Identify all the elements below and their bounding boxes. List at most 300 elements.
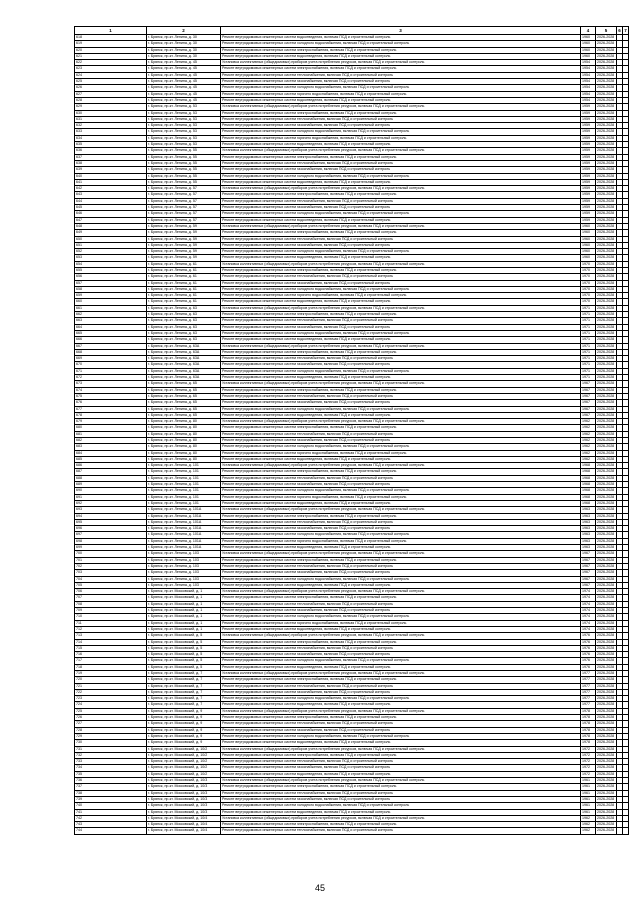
address-cell: г. Брянск, пр-кт. Ленина, д. 45	[147, 60, 221, 66]
work-type-cell: Ремонт внутридомовых инженерных систем водоотведения, включая ПСД и строительный контроль	[221, 545, 581, 551]
address-cell: г. Брянск, пр-кт. Ленина, д. 101	[147, 469, 221, 475]
build-year-cell: 1959	[581, 192, 596, 198]
work-type-cell: Ремонт внутридомовых инженерных систем теплоснабжения, включая ПСД и строительный контроль	[221, 160, 581, 166]
work-type-cell: Ремонт внутридомовых инженерных систем газоснабжения, включая ПСД и строительный контроль	[221, 123, 581, 129]
address-cell: г. Брянск, пр-кт. Московский, д. 10/3	[147, 796, 221, 802]
address-cell: г. Брянск, пр-кт. Московский, д. 1	[147, 614, 221, 620]
period-cell: 2026-2028	[596, 645, 617, 651]
row-number-cell: 684	[75, 450, 147, 456]
work-type-cell: Ремонт внутридомовых инженерных систем холодного водоснабжения, включая ПСД и строительный контроль	[221, 211, 581, 217]
build-year-cell: 1971	[581, 362, 596, 368]
row-number-cell: 739	[75, 796, 147, 802]
address-cell: г. Брянск, пр-кт. Ленина, д. 61	[147, 286, 221, 292]
row-number-cell: 620	[75, 47, 147, 53]
period-cell: 2026-2028	[596, 356, 617, 362]
period-cell: 2026-2028	[596, 425, 617, 431]
period-cell: 2026-2028	[596, 652, 617, 658]
row-number-cell: 725	[75, 708, 147, 714]
work-type-cell: Ремонт внутридомовых инженерных систем холодного водоснабжения, включая ПСД и строительный контроль	[221, 614, 581, 620]
address-cell: г. Брянск, пр-кт. Ленина, д. 63	[147, 305, 221, 311]
period-cell: 2026-2028	[596, 463, 617, 469]
address-cell: г. Брянск, пр-кт. Московский, д. 10/2	[147, 771, 221, 777]
work-type-cell: Ремонт внутридомовых инженерных систем газоснабжения, включая ПСД и строительный контроль	[221, 280, 581, 286]
address-cell: г. Брянск, пр-кт. Ленина, д. 59	[147, 236, 221, 242]
period-cell: 2026-2028	[596, 85, 617, 91]
build-year-cell: 1967	[581, 576, 596, 582]
build-year-cell: 1963	[581, 513, 596, 519]
work-type-cell: Ремонт внутридомовых инженерных систем водоотведения, включая ПСД и строительный контроль	[221, 35, 581, 41]
period-cell: 2026-2028	[596, 412, 617, 418]
period-cell: 2026-2028	[596, 400, 617, 406]
address-cell: г. Брянск, пр-кт. Московский, д. 7	[147, 677, 221, 683]
address-cell: г. Брянск, пр-кт. Ленина, д. 80	[147, 450, 221, 456]
row-number-cell: 734	[75, 765, 147, 771]
address-cell: г. Брянск, пр-кт. Ленина, д. 59	[147, 255, 221, 261]
period-cell: 2026-2028	[596, 324, 617, 330]
period-cell: 2026-2028	[596, 230, 617, 236]
period-cell: 2026-2028	[596, 532, 617, 538]
build-year-cell: 1971	[581, 375, 596, 381]
page-number: 45	[314, 883, 325, 893]
address-cell: г. Брянск, пр-кт. Ленина, д. 103	[147, 551, 221, 557]
row-number-cell: 633	[75, 129, 147, 135]
build-year-cell: 1954	[581, 79, 596, 85]
work-type-cell: Ремонт внутридомовых инженерных систем теплоснабжения, включая ПСД и строительный контроль	[221, 721, 581, 727]
address-cell: г. Брянск, пр-кт. Ленина, д. 53	[147, 110, 221, 116]
build-year-cell: 1967	[581, 570, 596, 576]
period-cell: 2026-2028	[596, 576, 617, 582]
work-type-cell: Ремонт внутридомовых инженерных систем водоотведения, включая ПСД и строительный контроль	[221, 142, 581, 148]
row-number-cell: 714	[75, 639, 147, 645]
build-year-cell: 1967	[581, 557, 596, 563]
column-7-cell	[623, 828, 629, 834]
period-cell: 2026-2028	[596, 41, 617, 47]
row-number-cell: 681	[75, 431, 147, 437]
address-cell: г. Брянск, пр-кт. Московский, д. 5	[147, 658, 221, 664]
work-type-cell: Ремонт внутридомовых инженерных систем водоотведения, включая ПСД и строительный контроль	[221, 740, 581, 746]
work-type-cell: Ремонт внутридомовых инженерных систем теплоснабжения, включая ПСД и строительный контроль	[221, 116, 581, 122]
work-type-cell: Ремонт внутридомовых инженерных систем газоснабжения, включая ПСД и строительный контроль	[221, 652, 581, 658]
address-cell: г. Брянск, пр-кт. Ленина, д. 80	[147, 456, 221, 462]
work-type-cell: Ремонт внутридомовых инженерных систем холодного водоснабжения, включая ПСД и строительный контроль	[221, 286, 581, 292]
work-type-cell: Ремонт внутридомовых инженерных систем теплоснабжения, включая ПСД и строительный контроль	[221, 601, 581, 607]
build-year-cell: 1977	[581, 670, 596, 676]
build-year-cell: 1954	[581, 72, 596, 78]
period-cell: 2026-2028	[596, 658, 617, 664]
work-type-cell: Ремонт внутридомовых инженерных систем электроснабжения, включая ПСД и строительный контроль	[221, 513, 581, 519]
period-cell: 2026-2028	[596, 53, 617, 59]
address-cell: г. Брянск, пр-кт. Московский, д. 9	[147, 708, 221, 714]
work-type-cell: Ремонт внутридомовых инженерных систем горячего водоснабжения, включая ПСД и строительный контроль	[221, 135, 581, 141]
period-cell: 2026-2028	[596, 513, 617, 519]
address-cell: г. Брянск, пр-кт. Ленина, д. 57	[147, 205, 221, 211]
address-cell: г. Брянск, пр-кт. Ленина, д. 45	[147, 97, 221, 103]
period-cell: 2026-2028	[596, 419, 617, 425]
build-year-cell: 1976	[581, 645, 596, 651]
work-type-cell: Ремонт внутридомовых инженерных систем холодного водоснабжения, включая ПСД и строительный контроль	[221, 129, 581, 135]
row-number-cell: 675	[75, 393, 147, 399]
row-number-cell: 693	[75, 507, 147, 513]
row-number-cell: 634	[75, 135, 147, 141]
row-number-cell: 647	[75, 217, 147, 223]
work-type-cell: Ремонт внутридомовых инженерных систем водоотведения, включая ПСД и строительный контроль	[221, 412, 581, 418]
period-cell: 2026-2028	[596, 173, 617, 179]
address-cell: г. Брянск, пр-кт. Ленина, д. 80	[147, 419, 221, 425]
row-number-cell: 670	[75, 362, 147, 368]
work-type-cell: Ремонт внутридомовых инженерных систем холодного водоснабжения, включая ПСД и строительный контроль	[221, 444, 581, 450]
address-cell: г. Брянск, пр-кт. Московский, д. 7	[147, 702, 221, 708]
period-cell: 2026-2028	[596, 337, 617, 343]
work-type-cell: Ремонт внутридомовых инженерных систем электроснабжения, включая ПСД и строительный контроль	[221, 557, 581, 563]
work-type-cell: Установка коллективных (общедомовых) приборов учета потребления ресурсов, включая ПСД и строительный контроль	[221, 778, 581, 784]
build-year-cell: 1963	[581, 519, 596, 525]
work-type-cell: Ремонт внутридомовых инженерных систем электроснабжения, включая ПСД и строительный контроль	[221, 784, 581, 790]
work-type-cell: Установка коллективных (общедомовых) приборов учета потребления ресурсов, включая ПСД и строительный контроль	[221, 186, 581, 192]
work-type-cell: Ремонт внутридомовых инженерных систем теплоснабжения, включая ПСД и строительный контроль	[221, 683, 581, 689]
period-cell: 2026-2028	[596, 148, 617, 154]
work-type-cell: Ремонт внутридомовых инженерных систем электроснабжения, включая ПСД и строительный контроль	[221, 154, 581, 160]
row-number-cell: 692	[75, 500, 147, 506]
work-type-cell: Установка коллективных (общедомовых) приборов учета потребления ресурсов, включая ПСД и строительный контроль	[221, 633, 581, 639]
period-cell: 2026-2028	[596, 601, 617, 607]
build-year-cell: 1976	[581, 633, 596, 639]
row-number-cell: 696	[75, 526, 147, 532]
work-type-cell: Ремонт внутридомовых инженерных систем газоснабжения, включая ПСД и строительный контроль	[221, 570, 581, 576]
build-year-cell: 1971	[581, 356, 596, 362]
build-year-cell: 1959	[581, 135, 596, 141]
period-cell: 2026-2028	[596, 733, 617, 739]
work-type-cell: Ремонт внутридомовых инженерных систем холодного водоснабжения, включая ПСД и строительный контроль	[221, 576, 581, 582]
row-number-cell: 721	[75, 683, 147, 689]
period-cell: 2026-2028	[596, 677, 617, 683]
period-cell: 2026-2028	[596, 740, 617, 746]
build-year-cell: 1954	[581, 60, 596, 66]
row-number-cell: 737	[75, 784, 147, 790]
row-number-cell: 668	[75, 349, 147, 355]
work-type-cell: Установка коллективных (общедомовых) приборов учета потребления ресурсов, включая ПСД и строительный контроль	[221, 381, 581, 387]
work-type-cell: Ремонт внутридомовых инженерных систем электроснабжения, включая ПСД и строительный контроль	[221, 230, 581, 236]
address-cell: г. Брянск, пр-кт. Московский, д. 5	[147, 664, 221, 670]
row-number-cell: 720	[75, 677, 147, 683]
work-type-cell: Ремонт внутридомовых инженерных систем холодного водоснабжения, включая ПСД и строительный контроль	[221, 696, 581, 702]
column-header: 5	[596, 27, 617, 35]
work-type-cell: Ремонт внутридомовых инженерных систем газоснабжения, включая ПСД и строительный контроль	[221, 167, 581, 173]
build-year-cell: 1968	[581, 488, 596, 494]
work-type-cell: Ремонт внутридомовых инженерных систем водоотведения, включая ПСД и строительный контроль	[221, 255, 581, 261]
period-cell: 2026-2028	[596, 727, 617, 733]
build-year-cell: 1962	[581, 815, 596, 821]
work-type-cell: Ремонт внутридомовых инженерных систем холодного водоснабжения, включая ПСД и строительный контроль	[221, 173, 581, 179]
build-year-cell: 1977	[581, 677, 596, 683]
row-number-cell: 645	[75, 205, 147, 211]
row-number-cell: 653	[75, 255, 147, 261]
row-number-cell: 671	[75, 368, 147, 374]
address-cell: г. Брянск, пр-кт. Ленина, д. 101А	[147, 519, 221, 525]
address-cell: г. Брянск, пр-кт. Ленина, д. 57	[147, 217, 221, 223]
build-year-cell: 1967	[581, 381, 596, 387]
build-year-cell: 1970	[581, 280, 596, 286]
address-cell: г. Брянск, пр-кт. Московский, д. 7	[147, 670, 221, 676]
address-cell: г. Брянск, пр-кт. Ленина, д. 53	[147, 104, 221, 110]
build-year-cell: 1959	[581, 104, 596, 110]
work-type-cell: Ремонт внутридомовых инженерных систем холодного водоснабжения, включая ПСД и строительный контроль	[221, 368, 581, 374]
build-year-cell: 1972	[581, 759, 596, 765]
build-year-cell: 1967	[581, 400, 596, 406]
row-number-cell: 619	[75, 41, 147, 47]
table-header-row	[75, 27, 629, 35]
build-year-cell: 1978	[581, 740, 596, 746]
period-cell: 2026-2028	[596, 595, 617, 601]
address-cell: г. Брянск, пр-кт. Московский, д. 5	[147, 652, 221, 658]
address-cell: г. Брянск, пр-кт. Московский, д. 5	[147, 645, 221, 651]
build-year-cell: 1959	[581, 211, 596, 217]
row-number-cell: 709	[75, 608, 147, 614]
address-cell: г. Брянск, пр-кт. Ленина, д. 65	[147, 381, 221, 387]
period-cell: 2026-2028	[596, 507, 617, 513]
column-header: 4	[581, 27, 596, 35]
build-year-cell: 1961	[581, 784, 596, 790]
build-year-cell: 1978	[581, 727, 596, 733]
work-type-cell: Установка коллективных (общедомовых) приборов учета потребления ресурсов, включая ПСД и строительный контроль	[221, 589, 581, 595]
row-number-cell: 716	[75, 652, 147, 658]
address-cell: г. Брянск, пр-кт. Ленина, д. 57	[147, 198, 221, 204]
build-year-cell: 1954	[581, 91, 596, 97]
address-cell: г. Брянск, пр-кт. Ленина, д. 53	[147, 142, 221, 148]
work-type-cell: Ремонт внутридомовых инженерных систем газоснабжения, включая ПСД и строительный контроль	[221, 400, 581, 406]
work-type-cell: Ремонт внутридомовых инженерных систем теплоснабжения, включая ПСД и строительный контроль	[221, 274, 581, 280]
build-year-cell: 1960	[581, 230, 596, 236]
build-year-cell: 1976	[581, 652, 596, 658]
row-number-cell: 701	[75, 557, 147, 563]
period-cell: 2026-2028	[596, 318, 617, 324]
work-type-cell: Ремонт внутридомовых инженерных систем теплоснабжения, включая ПСД и строительный контроль	[221, 759, 581, 765]
address-cell: г. Брянск, пр-кт. Московский, д. 9	[147, 727, 221, 733]
address-cell: г. Брянск, пр-кт. Ленина, д. 59	[147, 242, 221, 248]
row-number-cell: 723	[75, 696, 147, 702]
row-number-cell: 649	[75, 230, 147, 236]
row-number-cell: 740	[75, 803, 147, 809]
row-number-cell: 713	[75, 633, 147, 639]
period-cell: 2026-2028	[596, 267, 617, 273]
period-cell: 2026-2028	[596, 557, 617, 563]
row-number-cell: 646	[75, 211, 147, 217]
address-cell: г. Брянск, пр-кт. Ленина, д. 101А	[147, 538, 221, 544]
row-number-cell: 632	[75, 123, 147, 129]
address-cell: г. Брянск, пр-кт. Ленина, д. 63	[147, 337, 221, 343]
row-number-cell: 657	[75, 280, 147, 286]
work-type-cell: Ремонт внутридомовых инженерных систем горячего водоснабжения, включая ПСД и строительный контроль	[221, 494, 581, 500]
work-type-cell: Ремонт внутридомовых инженерных систем газоснабжения, включая ПСД и строительный контроль	[221, 79, 581, 85]
address-cell: г. Брянск, пр-кт. Ленина, д. 65	[147, 393, 221, 399]
row-number-cell: 738	[75, 790, 147, 796]
build-year-cell: 1959	[581, 148, 596, 154]
work-type-cell: Ремонт внутридомовых инженерных систем водоотведения, включая ПСД и строительный контроль	[221, 582, 581, 588]
row-number-cell: 631	[75, 116, 147, 122]
build-year-cell: 1978	[581, 721, 596, 727]
address-cell: г. Брянск, пр-кт. Московский, д. 10/4	[147, 828, 221, 834]
work-type-cell: Ремонт внутридомовых инженерных систем газоснабжения, включая ПСД и строительный контроль	[221, 765, 581, 771]
row-number-cell: 742	[75, 815, 147, 821]
column-header: 7	[624, 28, 627, 33]
work-type-cell: Установка коллективных (общедомовых) приборов учета потребления ресурсов, включая ПСД и строительный контроль	[221, 148, 581, 154]
row-number-cell: 664	[75, 324, 147, 330]
row-number-cell: 711	[75, 620, 147, 626]
work-type-cell: Ремонт внутридомовых инженерных систем газоснабжения, включая ПСД и строительный контроль	[221, 727, 581, 733]
row-number-cell: 695	[75, 519, 147, 525]
period-cell: 2026-2028	[596, 79, 617, 85]
build-year-cell: 1972	[581, 752, 596, 758]
build-year-cell: 1960	[581, 47, 596, 53]
address-cell: г. Брянск, пр-кт. Ленина, д. 63А	[147, 349, 221, 355]
period-cell: 2026-2028	[596, 759, 617, 765]
build-year-cell: 1959	[581, 167, 596, 173]
period-cell: 2026-2028	[596, 784, 617, 790]
row-number-cell: 622	[75, 60, 147, 66]
build-year-cell: 1963	[581, 545, 596, 551]
build-year-cell: 1974	[581, 620, 596, 626]
work-type-cell: Ремонт внутридомовых инженерных систем водоотведения, включая ПСД и строительный контроль	[221, 179, 581, 185]
address-cell: г. Брянск, пр-кт. Ленина, д. 55	[147, 154, 221, 160]
address-cell: г. Брянск, пр-кт. Ленина, д. 61	[147, 267, 221, 273]
period-cell: 2026-2028	[596, 129, 617, 135]
build-year-cell: 1967	[581, 563, 596, 569]
row-number-cell: 715	[75, 645, 147, 651]
address-cell: г. Брянск, пр-кт. Ленина, д. 53	[147, 129, 221, 135]
address-cell: г. Брянск, пр-кт. Ленина, д. 63	[147, 312, 221, 318]
period-cell: 2026-2028	[596, 708, 617, 714]
work-type-cell: Ремонт внутридомовых инженерных систем газоснабжения, включая ПСД и строительный контроль	[221, 689, 581, 695]
work-type-cell: Ремонт внутридомовых инженерных систем газоснабжения, включая ПСД и строительный контроль	[221, 324, 581, 330]
work-type-cell: Ремонт внутридомовых инженерных систем электроснабжения, включая ПСД и строительный контроль	[221, 822, 581, 828]
period-cell: 2026-2028	[596, 482, 617, 488]
build-year-cell: 1962	[581, 828, 596, 834]
work-type-cell: Установка коллективных (общедомовых) приборов учета потребления ресурсов, включая ПСД и строительный контроль	[221, 815, 581, 821]
address-cell: г. Брянск, пр-кт. Ленина, д. 80	[147, 431, 221, 437]
row-number-cell: 650	[75, 236, 147, 242]
build-year-cell: 1959	[581, 142, 596, 148]
period-cell: 2026-2028	[596, 205, 617, 211]
row-number-cell: 707	[75, 595, 147, 601]
period-cell: 2026-2028	[596, 614, 617, 620]
period-cell: 2026-2028	[596, 519, 617, 525]
work-type-cell: Ремонт внутридомовых инженерных систем холодного водоснабжения, включая ПСД и строительный контроль	[221, 406, 581, 412]
work-type-cell: Ремонт внутридомовых инженерных систем водоотведения, включая ПСД и строительный контроль	[221, 375, 581, 381]
work-type-cell: Установка коллективных (общедомовых) приборов учета потребления ресурсов, включая ПСД и строительный контроль	[221, 305, 581, 311]
build-year-cell: 1960	[581, 223, 596, 229]
address-cell: г. Брянск, пр-кт. Ленина, д. 63	[147, 330, 221, 336]
address-cell: г. Брянск, пр-кт. Московский, д. 10/2	[147, 752, 221, 758]
work-type-cell: Установка коллективных (общедомовых) приборов учета потребления ресурсов, включая ПСД и строительный контроль	[221, 261, 581, 267]
build-year-cell: 1972	[581, 765, 596, 771]
build-year-cell: 1959	[581, 186, 596, 192]
address-cell: г. Брянск, пр-кт. Ленина, д. 53	[147, 135, 221, 141]
work-type-cell: Ремонт внутридомовых инженерных систем электроснабжения, включая ПСД и строительный контроль	[221, 349, 581, 355]
period-cell: 2026-2028	[596, 261, 617, 267]
period-cell: 2026-2028	[596, 778, 617, 784]
address-cell: г. Брянск, пр-кт. Ленина, д. 65	[147, 406, 221, 412]
row-number-cell: 641	[75, 179, 147, 185]
period-cell: 2026-2028	[596, 696, 617, 702]
period-cell: 2026-2028	[596, 255, 617, 261]
work-type-cell: Ремонт внутридомовых инженерных систем водоотведения, включая ПСД и строительный контроль	[221, 53, 581, 59]
row-number-cell: 656	[75, 274, 147, 280]
work-type-cell: Установка коллективных (общедомовых) приборов учета потребления ресурсов, включая ПСД и строительный контроль	[221, 419, 581, 425]
row-number-cell: 729	[75, 733, 147, 739]
address-cell: г. Брянск, пр-кт. Ленина, д. 45	[147, 66, 221, 72]
address-cell: г. Брянск, пр-кт. Ленина, д. 30	[147, 35, 221, 41]
build-year-cell: 1961	[581, 778, 596, 784]
period-cell: 2026-2028	[596, 683, 617, 689]
row-number-cell: 626	[75, 85, 147, 91]
period-cell: 2026-2028	[596, 444, 617, 450]
build-year-cell: 1968	[581, 500, 596, 506]
address-cell: г. Брянск, пр-кт. Ленина, д. 55	[147, 167, 221, 173]
period-cell: 2026-2028	[596, 803, 617, 809]
build-year-cell: 1970	[581, 299, 596, 305]
row-number-cell: 703	[75, 570, 147, 576]
build-year-cell: 1967	[581, 412, 596, 418]
work-type-cell: Установка коллективных (общедомовых) приборов учета потребления ресурсов, включая ПСД и строительный контроль	[221, 507, 581, 513]
address-cell: г. Брянск, пр-кт. Московский, д. 10/2	[147, 759, 221, 765]
row-number-cell: 680	[75, 425, 147, 431]
build-year-cell: 1960	[581, 242, 596, 248]
build-year-cell: 1954	[581, 66, 596, 72]
work-type-cell: Ремонт внутридомовых инженерных систем водоотведения, включая ПСД и строительный контроль	[221, 299, 581, 305]
period-cell: 2026-2028	[596, 538, 617, 544]
row-number-cell: 673	[75, 381, 147, 387]
row-number-cell: 690	[75, 488, 147, 494]
row-number-cell: 640	[75, 173, 147, 179]
address-cell: г. Брянск, пр-кт. Московский, д. 7	[147, 683, 221, 689]
row-number-cell: 623	[75, 66, 147, 72]
row-number-cell: 728	[75, 727, 147, 733]
work-type-cell: Ремонт внутридомовых инженерных систем электроснабжения, включая ПСД и строительный контроль	[221, 267, 581, 273]
period-cell: 2026-2028	[596, 702, 617, 708]
row-number-cell: 638	[75, 160, 147, 166]
period-cell: 2026-2028	[596, 689, 617, 695]
build-year-cell: 1963	[581, 507, 596, 513]
build-year-cell: 1970	[581, 293, 596, 299]
build-year-cell: 1961	[581, 809, 596, 815]
address-cell: г. Брянск, пр-кт. Ленина, д. 59	[147, 249, 221, 255]
row-number-cell: 735	[75, 771, 147, 777]
build-year-cell: 1971	[581, 343, 596, 349]
row-number-cell: 712	[75, 626, 147, 632]
build-year-cell: 1970	[581, 274, 596, 280]
row-number-cell: 636	[75, 148, 147, 154]
address-cell: г. Брянск, пр-кт. Ленина, д. 63	[147, 324, 221, 330]
row-number-cell: 669	[75, 356, 147, 362]
address-cell: г. Брянск, пр-кт. Ленина, д. 80	[147, 444, 221, 450]
build-year-cell: 1971	[581, 349, 596, 355]
build-year-cell: 1954	[581, 85, 596, 91]
work-type-cell: Ремонт внутридомовых инженерных систем водоотведения, включая ПСД и строительный контроль	[221, 664, 581, 670]
build-year-cell: 1977	[581, 683, 596, 689]
period-cell: 2026-2028	[596, 293, 617, 299]
period-cell: 2026-2028	[596, 91, 617, 97]
work-type-cell: Ремонт внутридомовых инженерных систем теплоснабжения, включая ПСД и строительный контроль	[221, 318, 581, 324]
period-cell: 2026-2028	[596, 160, 617, 166]
work-type-cell: Ремонт внутридомовых инженерных систем водоотведения, включая ПСД и строительный контроль	[221, 809, 581, 815]
row-number-cell: 694	[75, 513, 147, 519]
address-cell: г. Брянск, пр-кт. Ленина, д. 55	[147, 148, 221, 154]
work-type-cell: Ремонт внутридомовых инженерных систем электроснабжения, включая ПСД и строительный контроль	[221, 752, 581, 758]
period-cell: 2026-2028	[596, 135, 617, 141]
address-cell: г. Брянск, пр-кт. Ленина, д. 63А	[147, 368, 221, 374]
build-year-cell: 1954	[581, 97, 596, 103]
work-type-cell: Ремонт внутридомовых инженерных систем газоснабжения, включая ПСД и строительный контроль	[221, 608, 581, 614]
address-cell: г. Брянск, пр-кт. Ленина, д. 101А	[147, 507, 221, 513]
